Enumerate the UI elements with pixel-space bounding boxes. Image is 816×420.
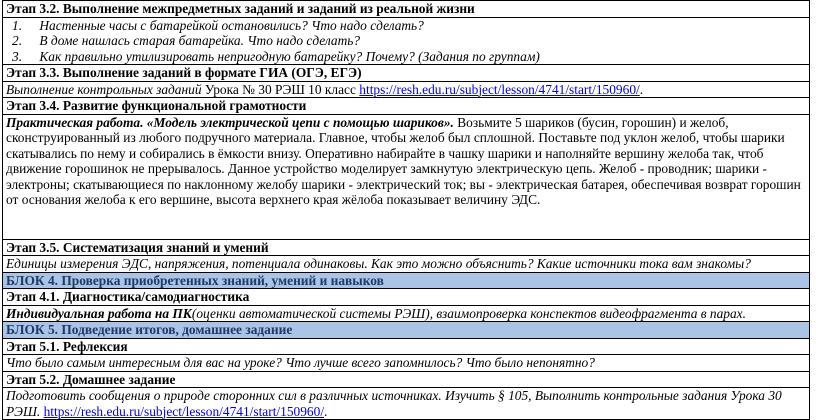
practical-work-title: Практическая работа. «Модель электрической цепи с помощью шариков». bbox=[6, 114, 454, 130]
table-row bbox=[3, 338, 810, 355]
lesson-plan-document bbox=[2, 0, 814, 420]
table-row bbox=[3, 65, 810, 82]
list-item bbox=[12, 18, 806, 34]
list-item-text: В доме нашлась старая батарейка. Что надо сделать? bbox=[39, 33, 361, 48]
table-row bbox=[3, 17, 810, 65]
table-row bbox=[3, 289, 810, 306]
block-5-heading: БЛОК 5. Подведение итогов, домашнее задание bbox=[3, 322, 810, 339]
table-row bbox=[3, 256, 810, 273]
table-row bbox=[3, 305, 810, 322]
list-number: 2. bbox=[12, 33, 23, 48]
table-row bbox=[3, 239, 810, 256]
stage-3-3-italic: Выполнение контрольных заданий bbox=[6, 81, 202, 97]
practical-work-body: Возьмите 5 шариков (бусин, горошин) и желоб, сконструированный из любого подручного материала. Главное, чтобы желоб был сплошной. Поставьте под уклон желоб, чтобы шарики скатывались по нему и собирались в ёмкости внизу. Оперативно набирайте в чашку шарики и наполняйте вершину желоба так, чтоб движение горошинок не прерывалось. Данное устройство моделирует замкнутую электрическую цепь. Желоб - проводник; шарики - электроны; скатывающиеся по наклонному желобу шарики - электрический ток; вы - электрическая батарея, обеспечивая возврат горошин от основания желоба к его вершине, высота верхнего края жёлоба показывает величину ЭДС. bbox=[6, 114, 801, 207]
table-row bbox=[3, 322, 810, 339]
list-number: 1. bbox=[12, 17, 23, 33]
individual-work-text: (оценки автоматической системы РЭШ), взаимопроверка конспектов видеофрагмента в парах. bbox=[191, 305, 746, 321]
lesson-plan-table bbox=[2, 0, 810, 420]
stage-3-5-heading: Этап 3.5. Систематизация знаний и умений bbox=[3, 239, 810, 256]
list-item-text: Настенные часы с батарейкой остановились? Что надо сделать? bbox=[39, 17, 424, 33]
stage-4-1-text bbox=[3, 305, 810, 322]
stage-5-1-heading: Этап 5.1. Рефлексия bbox=[3, 338, 810, 355]
table-row bbox=[3, 371, 810, 388]
stage-3-2-tasks bbox=[3, 17, 810, 65]
resh-homework-link[interactable]: https://resh.edu.ru/subject/lesson/4741/start/150960/ bbox=[43, 403, 325, 419]
table-row bbox=[3, 272, 810, 289]
stage-5-2-heading: Этап 5.2. Домашнее задание bbox=[3, 371, 810, 388]
stage-3-2-heading: Этап 3.2. Выполнение межпредметных заданий и заданий из реальной жизни bbox=[3, 1, 810, 18]
homework-text: Подготовить сообщения о природе сторонних сил в различных источниках. Изучить § 105, Выполнить контрольные задания Урока 30 РЭШ. bbox=[6, 388, 782, 419]
list-item bbox=[12, 49, 806, 65]
table-row bbox=[3, 1, 810, 18]
table-row bbox=[3, 81, 810, 98]
stage-5-2-text bbox=[3, 388, 810, 420]
stage-3-3-dot: . bbox=[639, 81, 644, 97]
table-row bbox=[3, 98, 810, 115]
list-number: 3. bbox=[12, 48, 23, 64]
stage-3-3-plain: Урока № 30 РЭШ 10 класс bbox=[201, 81, 360, 97]
stage-3-4-heading: Этап 3.4. Развитие функциональной грамотности bbox=[3, 98, 810, 115]
stage-3-3-text bbox=[3, 81, 810, 98]
table-row bbox=[3, 355, 810, 372]
stage-5-1-text: Что было самым интересным для вас на уроке? Что лучше всего запомнилось? Что было непонятно? bbox=[3, 355, 810, 372]
individual-work-label: Индивидуальная работа на ПК bbox=[6, 305, 192, 321]
stage-4-1-heading: Этап 4.1. Диагностика/самодиагностика bbox=[3, 289, 810, 306]
list-item bbox=[12, 33, 806, 49]
homework-dot: . bbox=[324, 403, 328, 419]
list-item-text: Как правильно утилизировать непригодную батарейку? Почему? (Задания по группам) bbox=[39, 48, 540, 64]
stage-3-4-text bbox=[3, 114, 810, 239]
stage-3-5-text: Единицы измерения ЭДС, напряжения, потенциала одинаковы. Как это можно объяснить? Какие источники тока вам знакомы? bbox=[3, 256, 810, 273]
resh-lesson-link[interactable]: https://resh.edu.ru/subject/lesson/4741/start/150960/ bbox=[359, 81, 640, 97]
stage-3-3-heading: Этап 3.3. Выполнение заданий в формате ГИА (ОГЭ, ЕГЭ) bbox=[3, 65, 810, 82]
table-row bbox=[3, 388, 810, 420]
block-4-heading: БЛОК 4. Проверка приобретенных знаний, умений и навыков bbox=[3, 272, 810, 289]
table-row bbox=[3, 114, 810, 239]
